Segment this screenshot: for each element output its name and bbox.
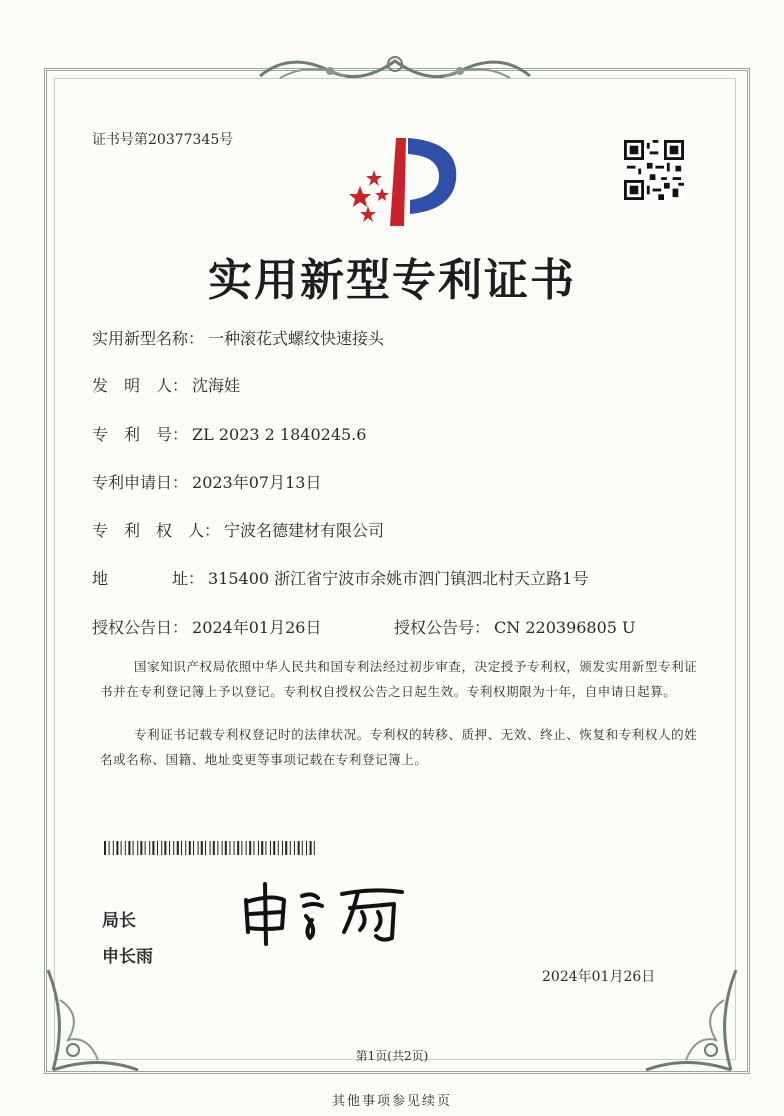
field-label: 专 利 权 人： <box>92 521 221 540</box>
field-row-grant-number <box>394 615 636 638</box>
field-value: 沈海娃 <box>192 376 241 395</box>
barcode-icon <box>104 841 316 855</box>
field-row-patent-number <box>92 422 366 445</box>
field-value: CN 220396805 U <box>494 618 636 637</box>
field-value: 2024年01月26日 <box>192 618 322 637</box>
legal-paragraph-2: 专利证书记载专利权登记时的法律状况。专利权的转移、质押、无效、终止、恢复和专利权人的姓名或名称、国籍、地址变更等事项记载在专利登记簿上。 <box>100 727 698 767</box>
field-label: 实用新型名称： <box>92 329 205 348</box>
field-row-inventor <box>92 373 240 396</box>
field-value: 宁波名德建材有限公司 <box>224 521 385 540</box>
certificate-number: 证书号第20377345号 <box>92 132 234 148</box>
field-value: ZL 2023 2 1840245.6 <box>192 425 367 444</box>
page-number: 第1页(共2页) <box>355 1049 429 1063</box>
field-row-grant-date <box>92 615 321 638</box>
director-name: 申长雨 <box>102 947 153 967</box>
field-row-filing-date <box>92 470 321 493</box>
signature-date: 2024年01月26日 <box>542 969 656 985</box>
field-label: 地 址： <box>92 569 205 588</box>
field-label: 发 明 人： <box>92 376 189 395</box>
legal-paragraph-1: 国家知识产权局依照中华人民共和国专利法经过初步审查，决定授予专利权，颁发实用新型专利证书并在专利登记簿上予以登记。专利权自授权公告之日起生效。专利权期限为十年，自申请日起算。 <box>100 659 698 699</box>
field-label: 专 利 号： <box>92 425 189 444</box>
top-ornament-icon <box>250 46 540 96</box>
field-label: 授权公告日： <box>92 618 189 637</box>
field-label: 授权公告号： <box>394 618 491 637</box>
director-title: 局长 <box>102 911 136 931</box>
handwritten-signature-icon <box>232 872 432 952</box>
certificate-title: 实用新型专利证书 <box>208 255 576 306</box>
field-value: 315400 浙江省宁波市余姚市泗门镇泗北村天立路1号 <box>208 569 589 588</box>
field-value: 一种滚花式螺纹快速接头 <box>208 329 385 348</box>
field-value: 2023年07月13日 <box>192 473 322 492</box>
field-label: 专利申请日： <box>92 473 189 492</box>
qr-code-icon <box>624 140 684 200</box>
footer-note: 其他事项参见续页 <box>331 1094 452 1109</box>
cnipa-logo-icon <box>338 128 468 232</box>
field-row-address <box>92 566 588 589</box>
field-row-name <box>92 326 384 349</box>
field-row-patentee <box>92 518 384 541</box>
